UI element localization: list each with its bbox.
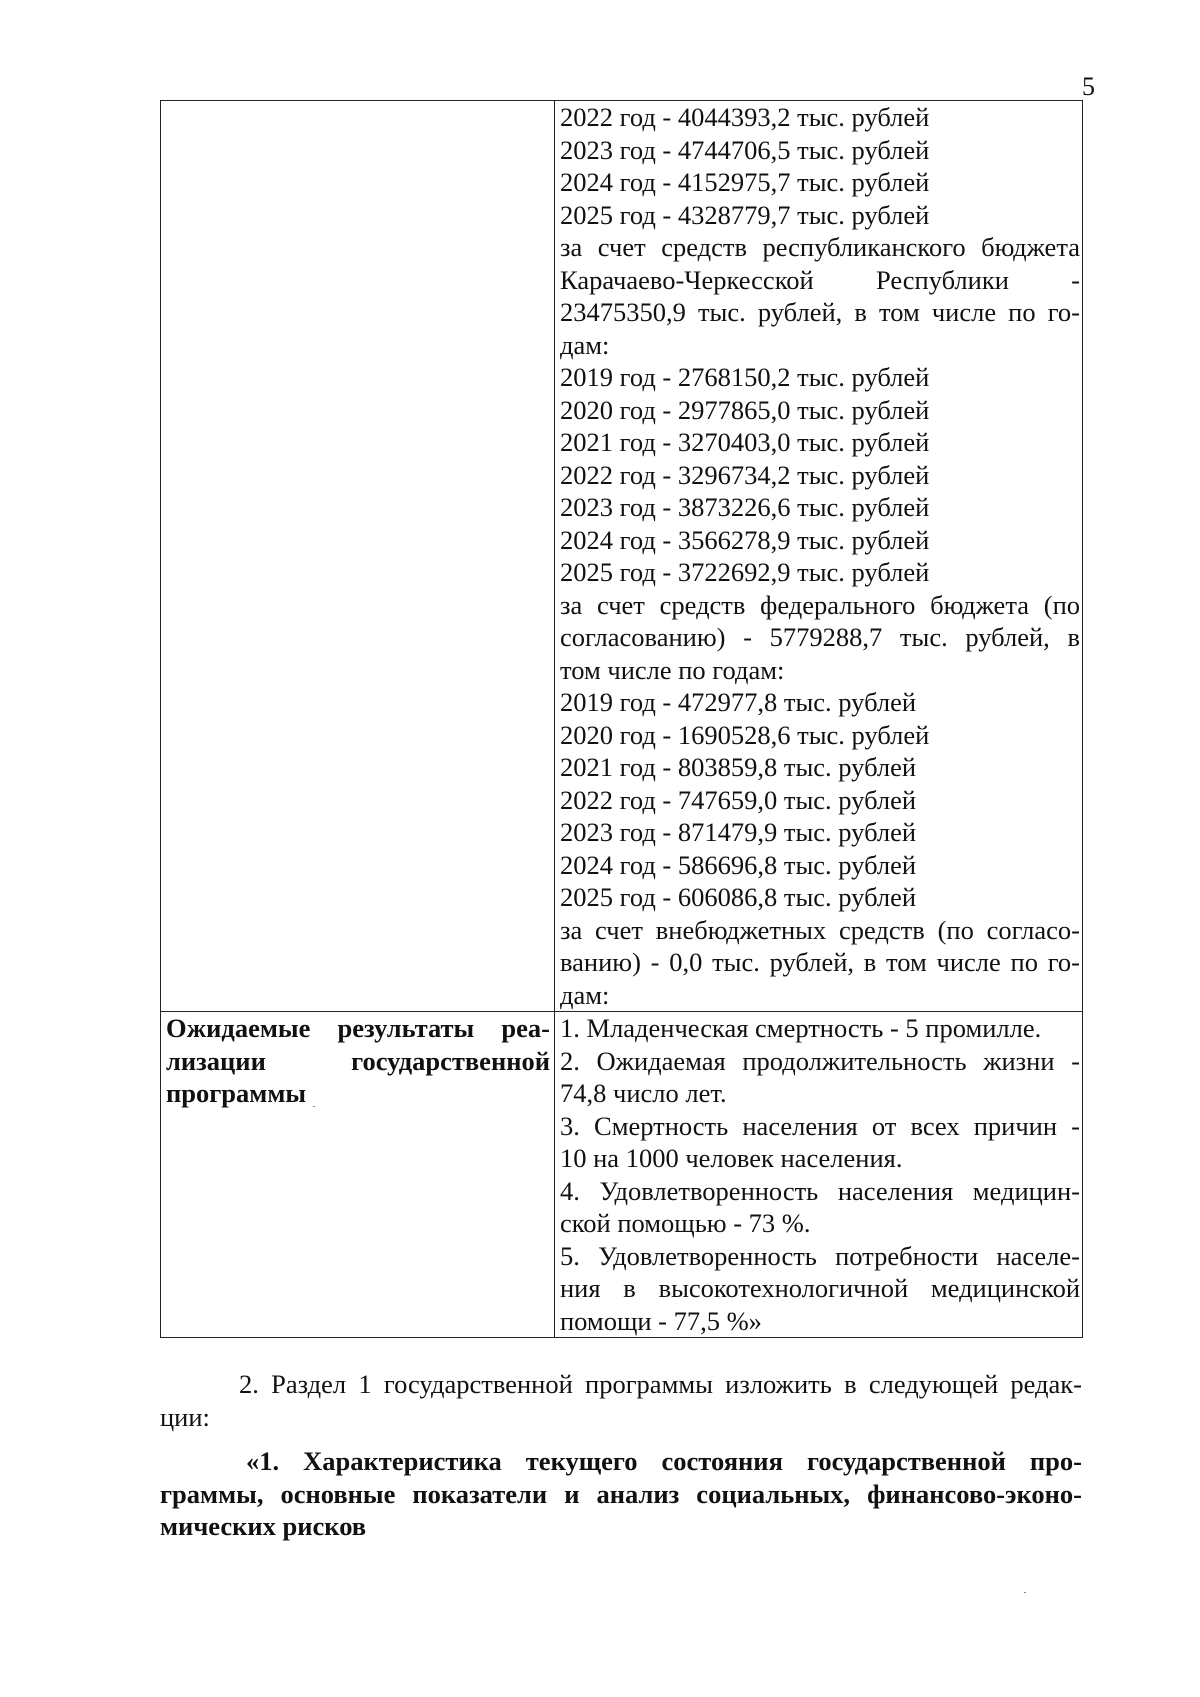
- financing-line: 2021 год - 803859,8 тыс. рублей: [560, 752, 917, 782]
- financing-line: 2022 год - 3296734,2 тыс. рублей: [560, 459, 930, 490]
- financing-line: 2021 год - 3270403,0 тыс. рублей: [560, 427, 930, 457]
- paragraph-line: ции:: [160, 1401, 210, 1432]
- paragraph-2: [160, 1368, 1082, 1433]
- financing-line: 23475350,9 тыс. рублей, в том числе по го-: [560, 297, 1080, 327]
- financing-values-cell: [555, 101, 1083, 1012]
- section-heading: [160, 1445, 1082, 1543]
- page-number: 5: [1082, 72, 1095, 101]
- financing-line: 2019 год - 2768150,2 тыс. рублей: [560, 362, 930, 392]
- financing-line: 2022 год - 747659,0 тыс. рублей: [560, 784, 917, 815]
- financing-line: 2025 год - 4328779,7 тыс. рублей: [560, 199, 930, 230]
- financing-line: Карачаево-Черкесской Республики -: [560, 264, 1080, 295]
- passport-table: [160, 100, 1083, 1338]
- financing-line: за счет средств республиканского бюджета: [560, 232, 1080, 262]
- scan-speck: [313, 1106, 315, 1107]
- expected-results-label-cell: [161, 1012, 555, 1338]
- financing-line: 2020 год - 2977865,0 тыс. рублей: [560, 394, 930, 425]
- financing-line: согласованию) - 5779288,7 тыс. рублей, в: [560, 622, 1080, 652]
- label-line: лизации государственной: [166, 1045, 550, 1076]
- financing-line: 2025 год - 3722692,9 тыс. рублей: [560, 557, 930, 587]
- financing-line: том числе по годам:: [560, 654, 785, 685]
- heading-line: граммы, основные показатели и анализ социальных, финансово-эконо-: [160, 1478, 1082, 1509]
- expected-results-cell: [555, 1012, 1083, 1338]
- financing-line: 2020 год - 1690528,6 тыс. рублей: [560, 719, 930, 750]
- financing-line: дам:: [560, 329, 610, 360]
- result-line: 10 на 1000 человек населения.: [560, 1143, 903, 1173]
- financing-line: 2024 год - 4152975,7 тыс. рублей: [560, 167, 930, 197]
- result-line: ской помощью - 73 %.: [560, 1208, 811, 1238]
- expected-results-label: [166, 1012, 550, 1110]
- heading-line: мических рисков: [160, 1511, 367, 1541]
- result-line: 4. Удовлетворенность населения медицин-: [560, 1175, 1080, 1206]
- result-line: 74,8 число лет.: [560, 1078, 727, 1108]
- financing-line: 2023 год - 871479,9 тыс. рублей: [560, 817, 917, 847]
- financing-line: за счет средств федерального бюджета (по: [560, 589, 1080, 620]
- paragraph-line: 2. Раздел 1 государственной программы изложить в следующей редак-: [239, 1369, 1082, 1399]
- result-line: помощи - 77,5 %»: [560, 1305, 762, 1336]
- financing-line: 2023 год - 3873226,6 тыс. рублей: [560, 492, 930, 522]
- scan-speck: [1024, 1592, 1026, 1593]
- label-line: программы: [166, 1078, 307, 1108]
- financing-line: 2024 год - 586696,8 тыс. рублей: [560, 849, 917, 880]
- expected-results-row: [161, 1012, 1083, 1338]
- result-line: 2. Ожидаемая продолжительность жизни -: [560, 1045, 1080, 1076]
- financing-line: 2022 год - 4044393,2 тыс. рублей: [560, 102, 930, 132]
- financing-line: 2019 год - 472977,8 тыс. рублей: [560, 687, 917, 717]
- financing-lines: [560, 101, 1080, 1011]
- heading-line: «1. Характеристика текущего состояния государственной про-: [246, 1446, 1082, 1476]
- expected-results-lines: [560, 1012, 1080, 1337]
- financing-line: 2024 год - 3566278,9 тыс. рублей: [560, 524, 930, 555]
- label-line: Ожидаемые результаты реа-: [166, 1013, 550, 1043]
- result-line: 3. Смертность населения от всех причин -: [560, 1110, 1080, 1141]
- financing-line: ванию) - 0,0 тыс. рублей, в том числе по го-: [560, 947, 1080, 977]
- result-line: ния в высокотехнологичной медицинской: [560, 1273, 1080, 1303]
- financing-line: 2025 год - 606086,8 тыс. рублей: [560, 882, 917, 912]
- financing-line: за счет внебюджетных средств (по согласо-: [560, 914, 1080, 945]
- result-line: 1. Младенческая смертность - 5 промилле.: [560, 1013, 1042, 1043]
- result-line: 5. Удовлетворенность потребности населе-: [560, 1240, 1080, 1271]
- financing-line: 2023 год - 4744706,5 тыс. рублей: [560, 134, 930, 165]
- financing-row: [161, 101, 1083, 1012]
- financing-line: дам:: [560, 979, 610, 1010]
- financing-label-cell: [161, 101, 555, 1012]
